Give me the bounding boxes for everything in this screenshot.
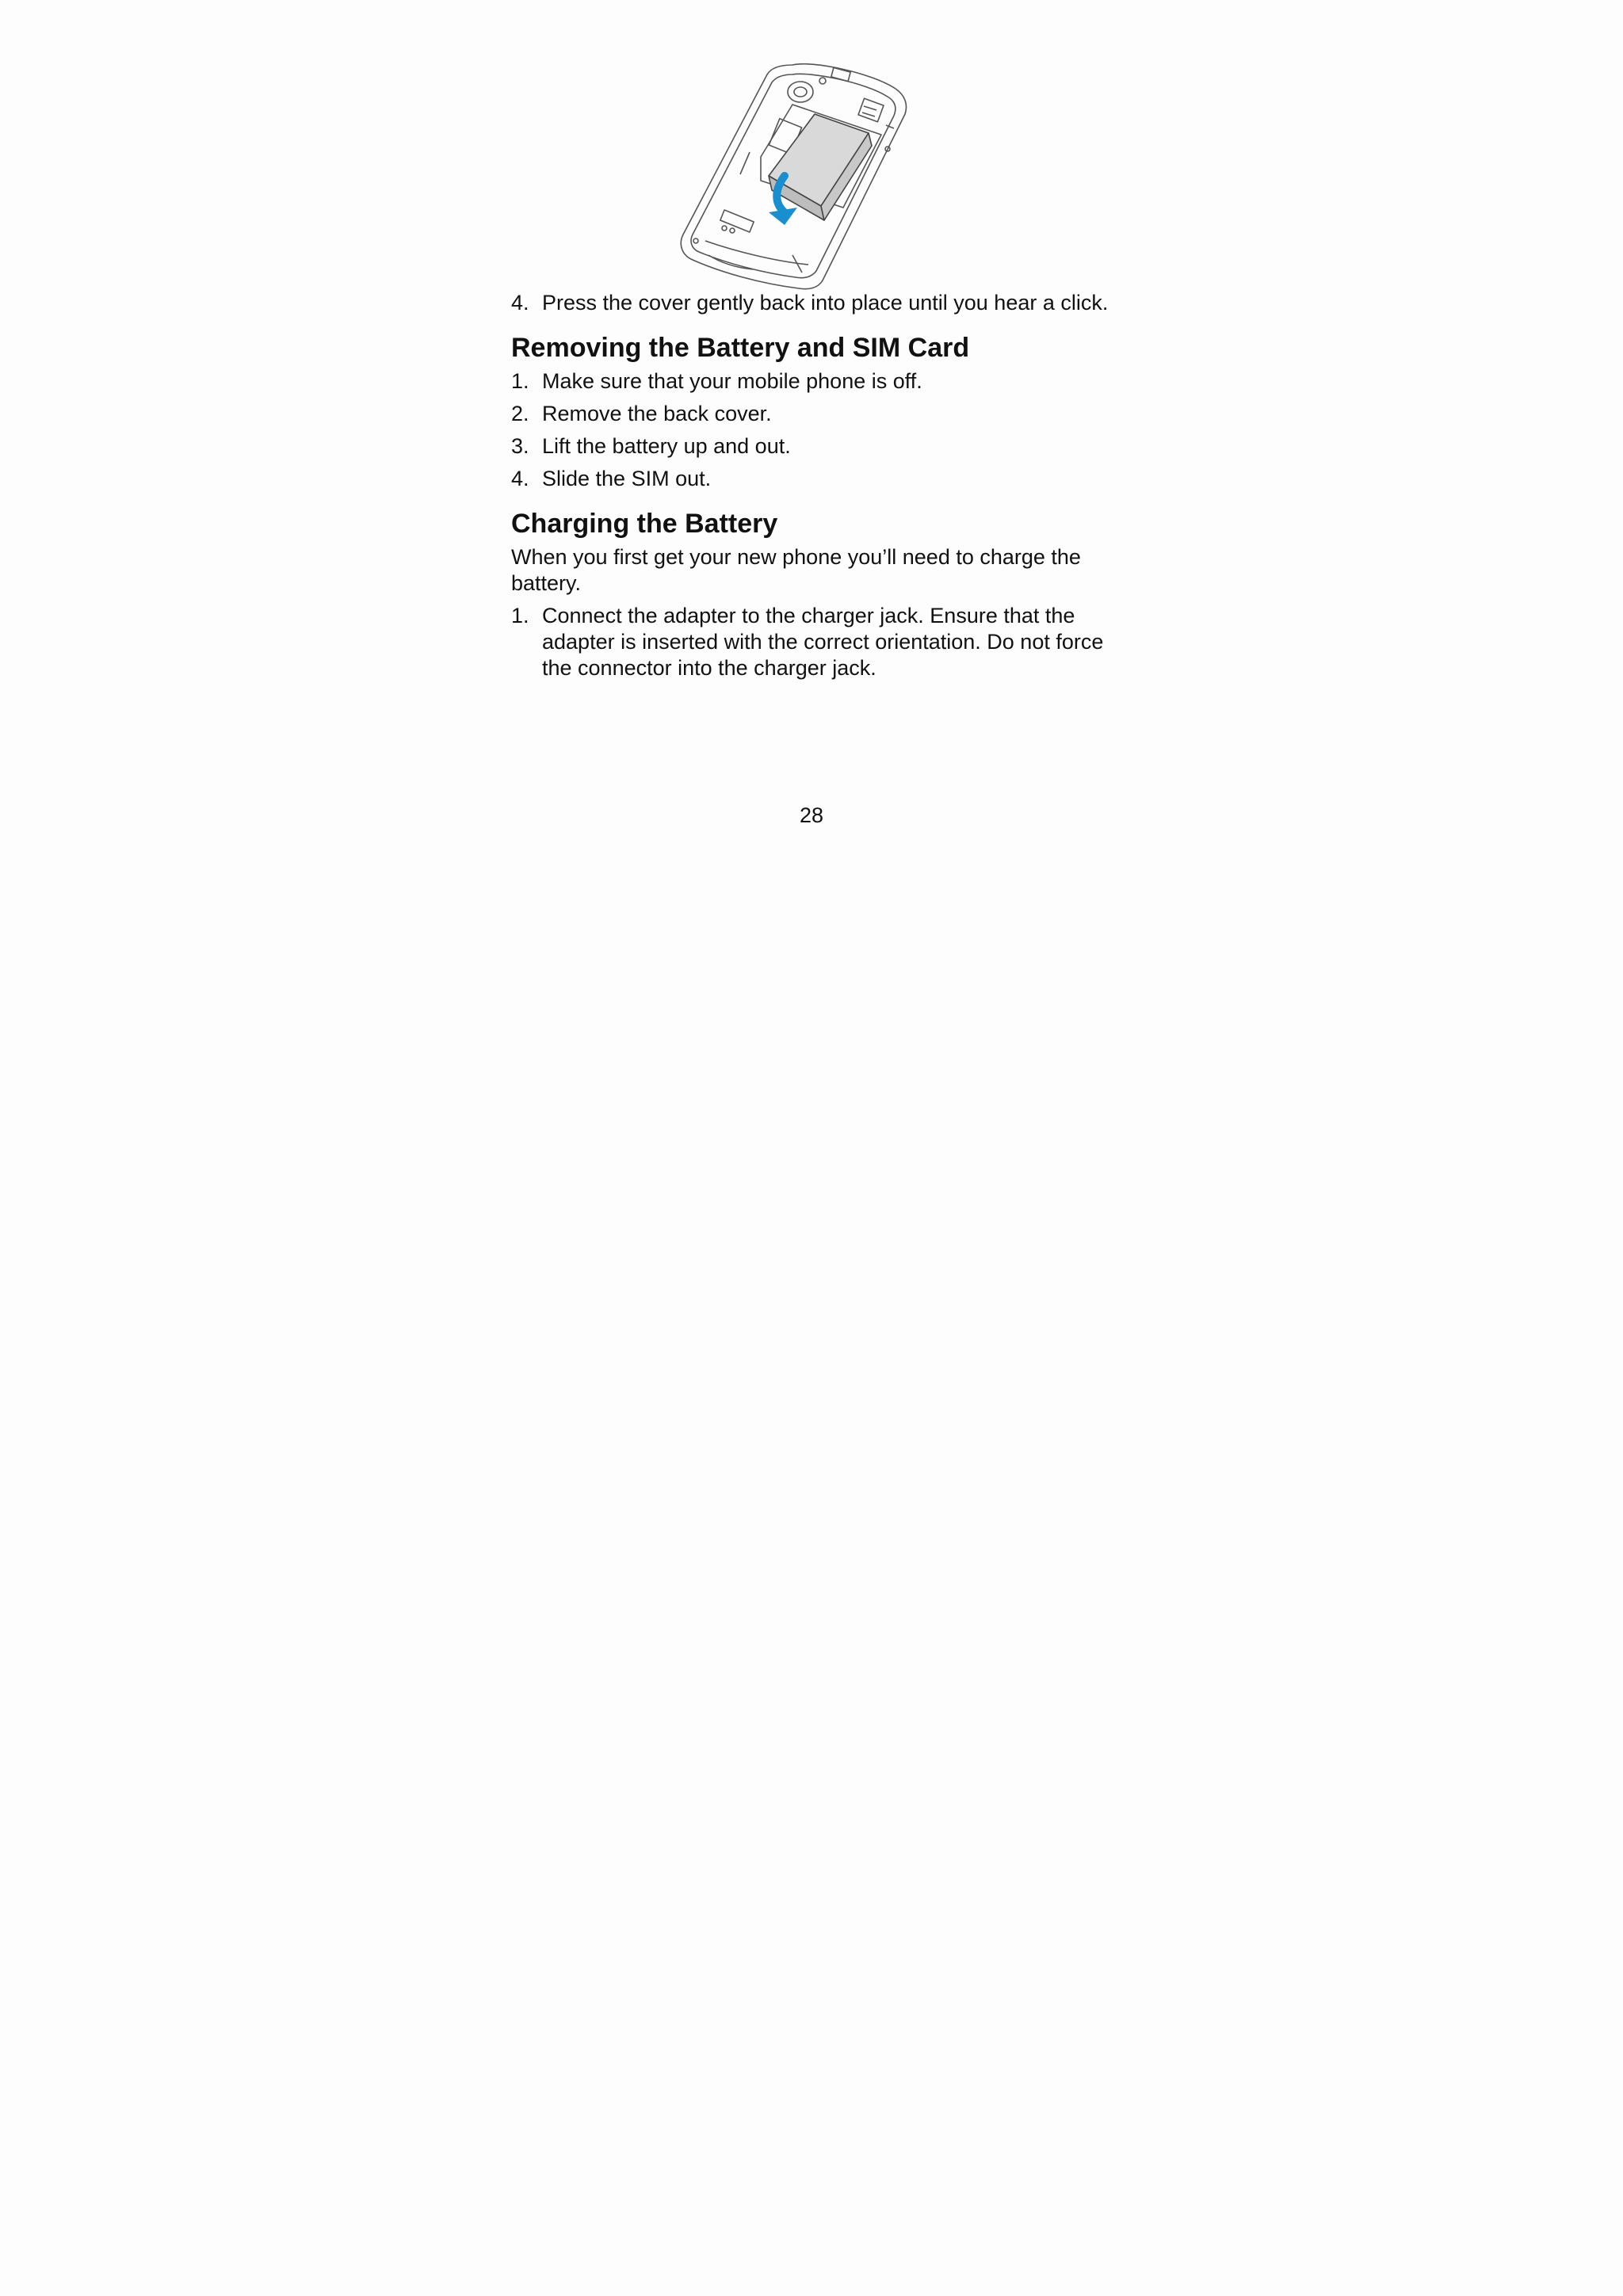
list-item <box>511 603 1113 681</box>
list-item-text: Press the cover gently back into place until you hear a click. <box>542 291 1109 315</box>
list-item-number: 1. <box>511 604 529 627</box>
list-item-text: Connect the adapter to the charger jack. Ensure that the adapter is inserted with the correct orientation. Do not force the connector into the charger jack. <box>542 604 1104 680</box>
page-number: 28 <box>799 803 824 827</box>
phone-battery-illustration <box>674 57 919 293</box>
list-item-text: Remove the back cover. <box>542 402 772 425</box>
page-content <box>511 290 1113 681</box>
list-item-text: Slide the SIM out. <box>542 467 712 490</box>
list-item <box>511 290 1113 316</box>
list-item-number: 4. <box>511 291 529 315</box>
list-item-number: 3. <box>511 434 529 458</box>
phone-battery-insert-icon <box>674 57 919 293</box>
section-heading-charging: Charging the Battery <box>511 509 778 539</box>
list-item-number: 2. <box>511 402 529 425</box>
charging-intro: When you first get your new phone you’ll need to charge the battery. <box>511 545 1081 595</box>
list-item-text: Lift the battery up and out. <box>542 434 791 458</box>
list-item-number: 1. <box>511 369 529 393</box>
list-item <box>511 401 1113 427</box>
list-item <box>511 466 1113 492</box>
list-item-number: 4. <box>511 467 529 490</box>
list-item-text: Make sure that your mobile phone is off. <box>542 369 922 393</box>
list-item <box>511 433 1113 460</box>
list-item <box>511 368 1113 395</box>
section-heading-removing: Removing the Battery and SIM Card <box>511 333 970 363</box>
